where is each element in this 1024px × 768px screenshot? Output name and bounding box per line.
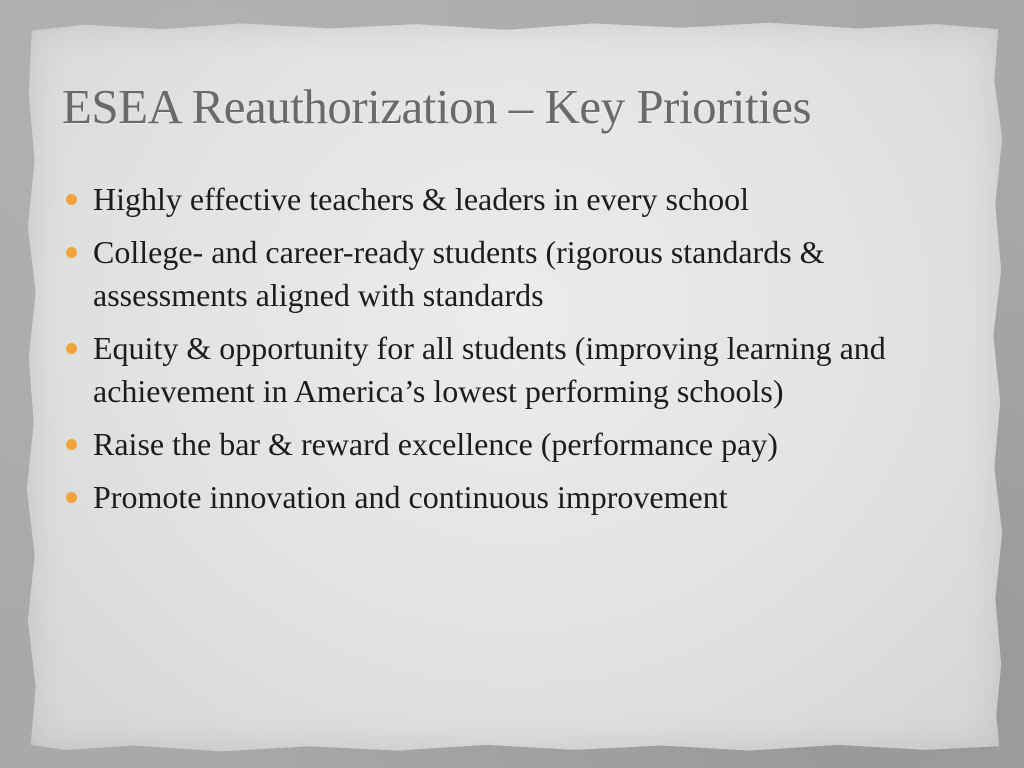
bullet-dot-icon: [66, 439, 77, 450]
bullet-text: Equity & opportunity for all students (improving learning and achievement in America’s lowest performing schools): [93, 330, 886, 409]
bullet-item: [66, 423, 976, 466]
bullet-text: Raise the bar & reward excellence (performance pay): [93, 426, 778, 462]
slide-title: ESEA Reauthorization – Key Priorities: [62, 79, 812, 134]
bullet-item: [66, 178, 976, 221]
bullet-dot-icon: [66, 194, 77, 205]
bullet-text: College- and career-ready students (rigorous standards & assessments aligned with standards: [93, 234, 825, 313]
bullet-item: [66, 327, 976, 413]
bullet-item: [66, 231, 976, 317]
bullet-list: [66, 178, 976, 529]
bullet-text: Promote innovation and continuous improvement: [93, 479, 728, 515]
bullet-dot-icon: [66, 343, 77, 354]
bullet-text: Highly effective teachers & leaders in every school: [93, 181, 750, 217]
bullet-item: [66, 476, 976, 519]
bullet-dot-icon: [66, 492, 77, 503]
bullet-dot-icon: [66, 247, 77, 258]
